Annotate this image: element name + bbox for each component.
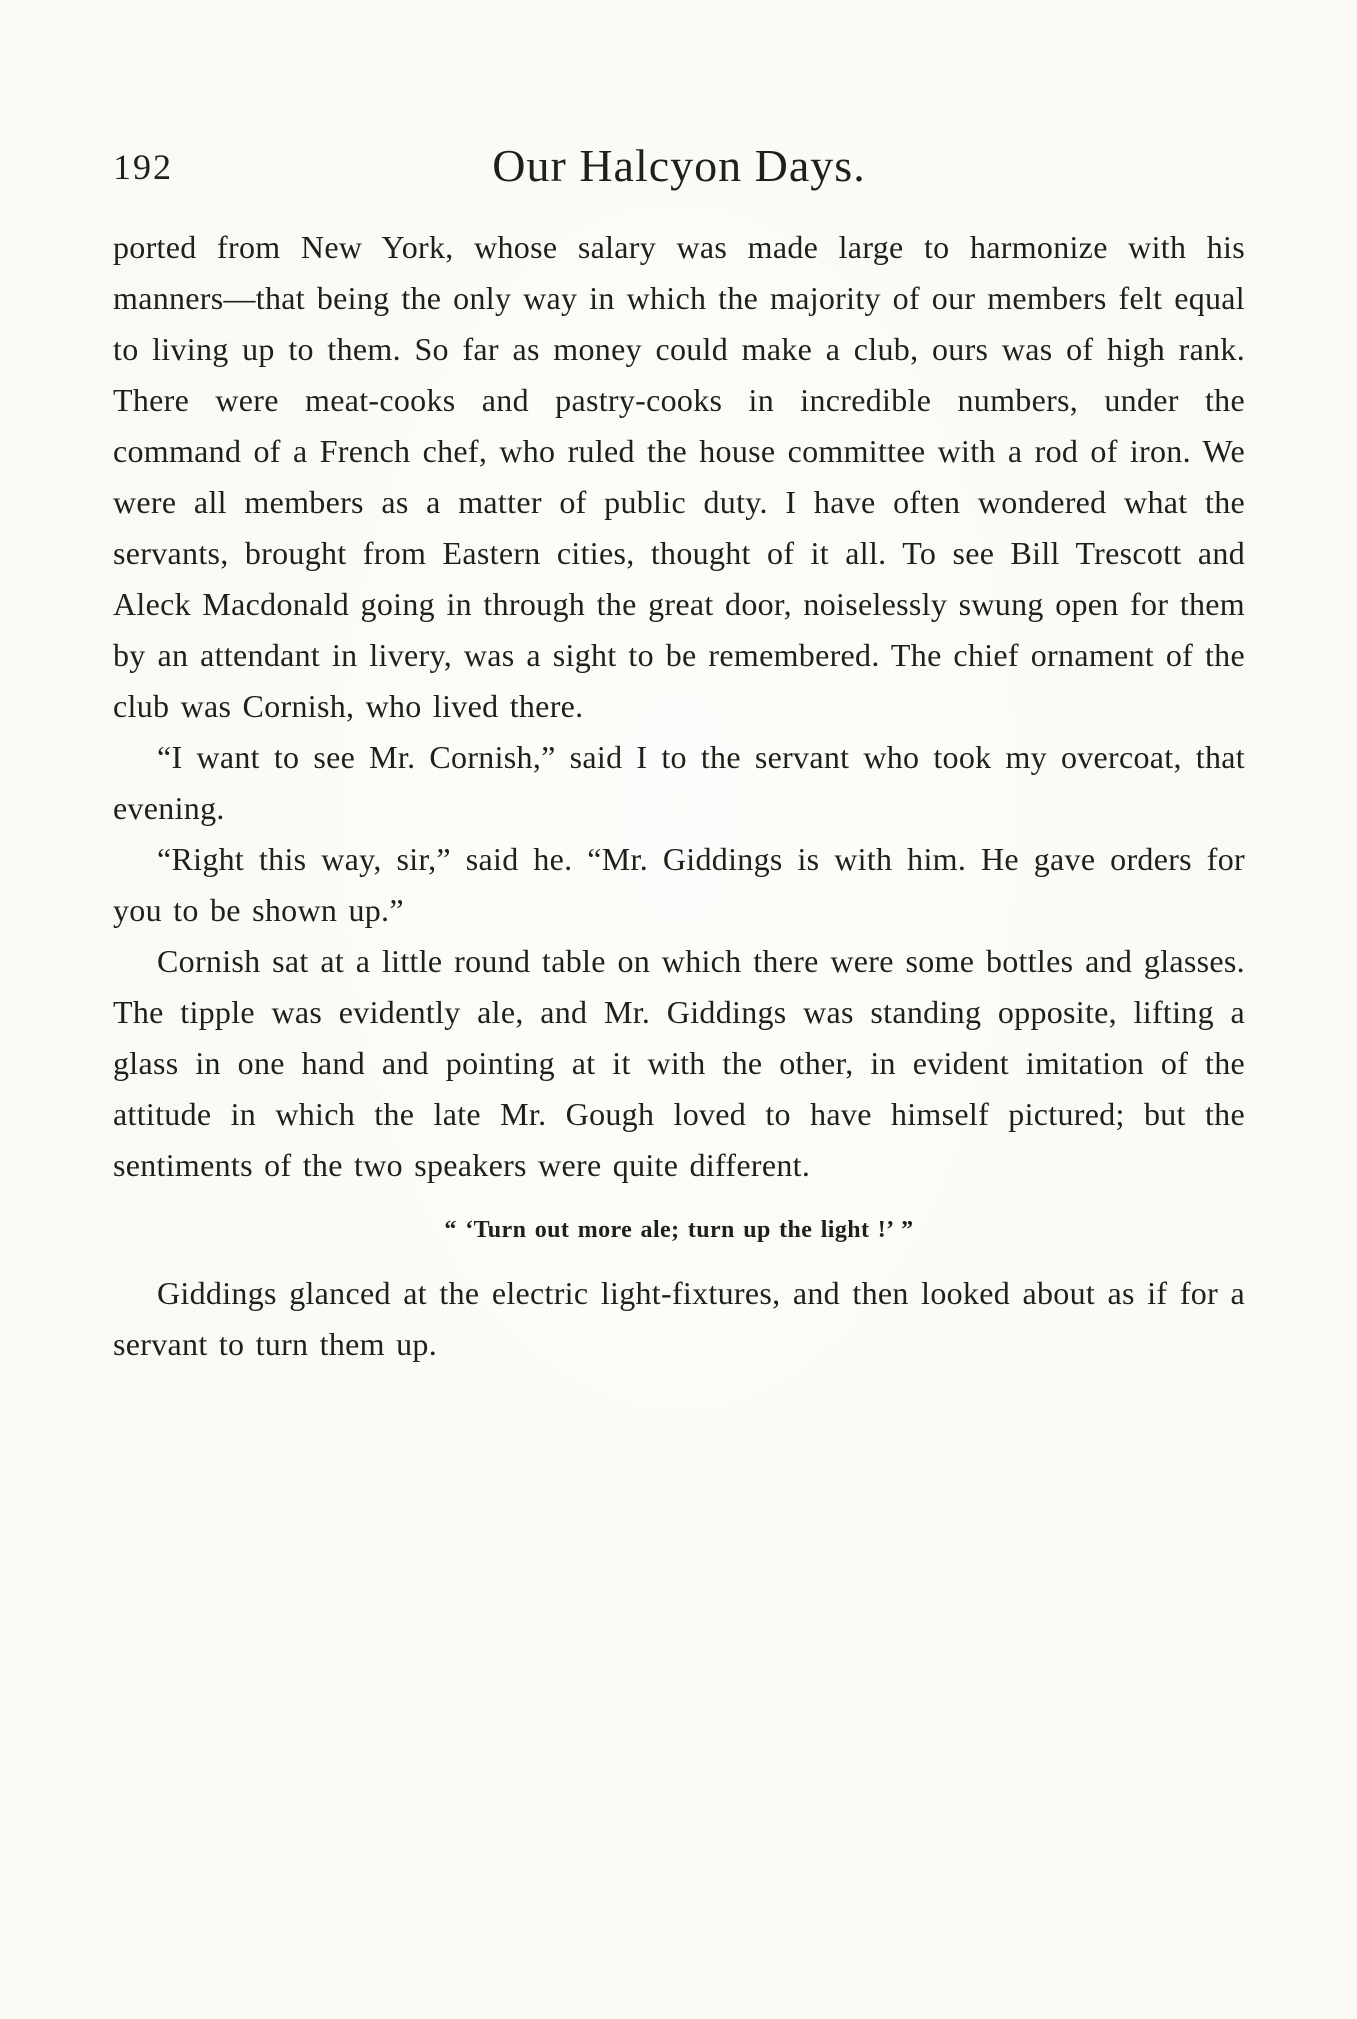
paragraph-closing: Giddings glanced at the electric light-fixtures, and then looked about as if for a servant to turn them up.	[113, 1275, 1245, 1362]
page-body	[113, 222, 1245, 1370]
paragraph-dialogue-1: “I want to see Mr. Cornish,” said I to the servant who took my overcoat, that evening.	[113, 739, 1245, 826]
centered-quotation: “ ‘Turn out more ale; turn up the light !’ ”	[444, 1217, 914, 1243]
page-number: 192	[113, 147, 173, 187]
paragraph-narrative: Cornish sat at a little round table on which there were some bottles and glasses. The tipple was evidently ale, and Mr. Giddings was standing opposite, lifting a glass in one hand and pointing at it with the other, in evident imitation of the attitude in which the late Mr. Gough loved to have himself pictured; but the sentiments of the two speakers were quite different.	[113, 943, 1245, 1183]
paragraph-continuation: ported from New York, whose salary was made large to harmonize with his manners—that being the only way in which the majority of our members felt equal to living up to them. So far as money could make a club, ours was of high rank. There were meat-cooks and pastry-cooks in incredible numbers, under the command of a French chef, who ruled the house committee with a rod of iron. We were all members as a matter of public duty. I have often wondered what the servants, brought from Eastern cities, thought of it all. To see Bill Trescott and Aleck Macdonald going in through the great door, noiselessly swung open for them by an attendant in livery, was a sight to be remembered. The chief ornament of the club was Cornish, who lived there.	[113, 229, 1245, 724]
page-header	[113, 128, 1245, 192]
running-title: Our Halcyon Days.	[492, 140, 866, 191]
paragraph-dialogue-2: “Right this way, sir,” said he. “Mr. Giddings is with him. He gave orders for you to be shown up.”	[113, 841, 1245, 928]
